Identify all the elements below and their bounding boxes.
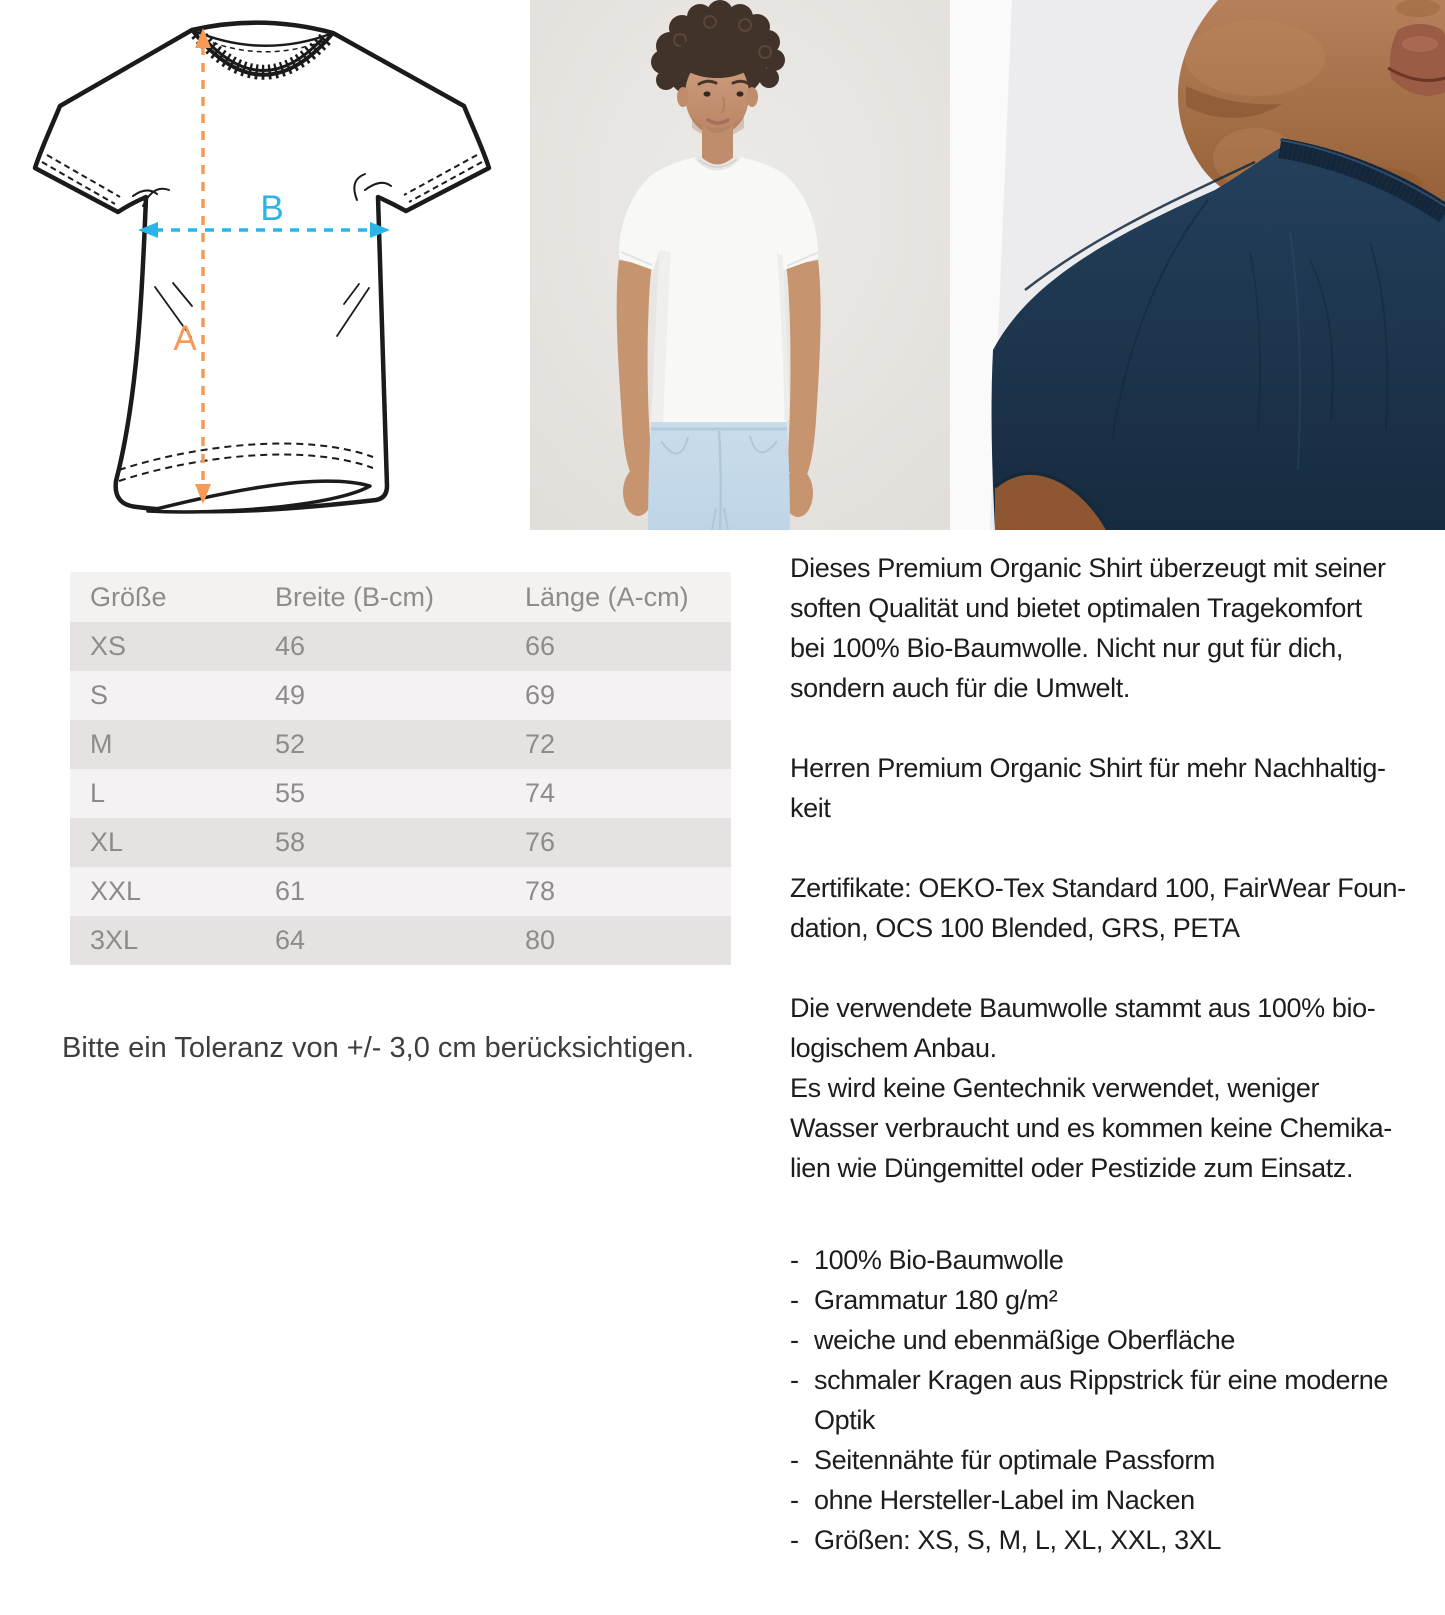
detail-photo xyxy=(950,0,1445,530)
cell-length: 76 xyxy=(525,827,556,857)
text-line: Es wird keine Gentechnik verwendet, weniger xyxy=(790,1073,1320,1103)
cell-size: XXL xyxy=(90,876,142,906)
size-chart-row xyxy=(70,916,731,965)
text-line: sondern auch für die Umwelt. xyxy=(790,673,1130,703)
product-description xyxy=(790,548,1445,1560)
description-paragraph-1 xyxy=(790,548,1445,708)
model-photo xyxy=(530,0,950,530)
feature-list xyxy=(790,1240,1445,1560)
cell-size: XS xyxy=(90,631,127,661)
cell-width: 58 xyxy=(275,827,306,857)
bullet-dash: - xyxy=(790,1325,799,1355)
column-header-width: Breite (B-cm) xyxy=(275,581,435,612)
bullet-text: ohne Hersteller-Label im Nacken xyxy=(814,1485,1195,1515)
cell-length: 66 xyxy=(525,631,556,661)
bullet-dash: - xyxy=(790,1245,799,1275)
cell-length: 80 xyxy=(525,925,556,955)
cell-length: 78 xyxy=(525,876,556,906)
tolerance-note: Bitte ein Toleranz von +/- 3,0 cm berücksichtigen. xyxy=(62,1032,695,1064)
feature-item xyxy=(790,1320,1445,1360)
text-line: keit xyxy=(790,793,831,823)
model-ear-right xyxy=(746,87,758,107)
size-chart-row xyxy=(70,622,731,671)
size-chart-row xyxy=(70,769,731,818)
text-line: Dieses Premium Organic Shirt überzeugt mit seiner xyxy=(790,553,1386,583)
bullet-text: Seitennähte für optimale Passform xyxy=(814,1445,1216,1475)
feature-item xyxy=(790,1400,1445,1440)
bullet-dash: - xyxy=(790,1445,799,1475)
size-chart-body xyxy=(70,622,731,965)
size-chart-row xyxy=(70,720,731,769)
cell-width: 55 xyxy=(275,778,306,808)
bullet-text: weiche und ebenmäßige Oberfläche xyxy=(814,1325,1235,1355)
size-diagram-panel xyxy=(15,0,515,530)
bullet-text: Größen: XS, S, M, L, XL, XXL, 3XL xyxy=(814,1525,1221,1555)
cell-size: 3XL xyxy=(90,925,139,955)
bullet-text: Grammatur 180 g/m² xyxy=(814,1285,1058,1315)
cell-size: M xyxy=(90,729,113,759)
size-chart-row xyxy=(70,818,731,867)
text-line: soften Qualität und bietet optimalen Tragekomfort xyxy=(790,593,1362,623)
text-line: logischem Anbau. xyxy=(790,1033,997,1063)
tshirt-measurement-diagram xyxy=(15,0,515,530)
text-line: dation, OCS 100 Blended, GRS, PETA xyxy=(790,913,1240,943)
feature-item xyxy=(790,1280,1445,1320)
tshirt-outline xyxy=(35,23,489,512)
cell-width: 46 xyxy=(275,631,306,661)
text-line: bei 100% Bio-Baumwolle. Nicht nur gut für dich, xyxy=(790,633,1343,663)
feature-item xyxy=(790,1480,1445,1520)
text-line: Zertifikate: OEKO-Tex Standard 100, FairWear Foun- xyxy=(790,873,1406,903)
feature-item xyxy=(790,1440,1445,1480)
bullet-dash: - xyxy=(790,1525,799,1555)
size-chart-table xyxy=(70,572,731,965)
size-chart-row xyxy=(70,671,731,720)
label-a: A xyxy=(173,319,197,358)
column-header-size: Größe xyxy=(90,581,167,612)
column-header-length: Länge (A-cm) xyxy=(525,581,689,612)
cell-size: L xyxy=(90,778,106,808)
model-ear-left xyxy=(677,87,689,107)
label-b: B xyxy=(260,189,284,228)
bullet-dash: - xyxy=(790,1285,799,1315)
detail-photo-panel xyxy=(950,0,1445,530)
description-paragraph-3 xyxy=(790,868,1445,948)
text-line: Herren Premium Organic Shirt für mehr Nachhaltig- xyxy=(790,753,1386,783)
feature-item xyxy=(790,1520,1445,1560)
feature-item xyxy=(790,1360,1445,1400)
cell-width: 61 xyxy=(275,876,306,906)
bullet-dash: - xyxy=(790,1485,799,1515)
model-hair-fringe xyxy=(676,34,758,78)
cell-width: 49 xyxy=(275,680,306,710)
bullet-text: 100% Bio-Baumwolle xyxy=(814,1245,1064,1275)
cell-size: S xyxy=(90,680,109,710)
size-chart-row xyxy=(70,867,731,916)
model-photo-panel xyxy=(530,0,950,530)
text-line: Wasser verbraucht und es kommen keine Chemika- xyxy=(790,1113,1392,1143)
description-paragraph-2 xyxy=(790,748,1445,828)
cell-length: 69 xyxy=(525,680,556,710)
text-line: lien wie Düngemittel oder Pestizide zum Einsatz. xyxy=(790,1153,1354,1183)
model-jeans xyxy=(648,422,790,530)
bullet-text: Optik xyxy=(814,1405,876,1435)
cell-length: 74 xyxy=(525,778,556,808)
cell-width: 52 xyxy=(275,729,306,759)
size-chart-header-row xyxy=(70,572,731,622)
description-paragraph-4 xyxy=(790,988,1445,1188)
cell-width: 64 xyxy=(275,925,306,955)
bullet-dash: - xyxy=(790,1365,799,1395)
feature-item xyxy=(790,1240,1445,1280)
cell-length: 72 xyxy=(525,729,556,759)
cell-size: XL xyxy=(90,827,124,857)
bullet-dash xyxy=(790,1400,814,1440)
bullet-text: schmaler Kragen aus Rippstrick für eine moderne xyxy=(814,1365,1388,1395)
text-line: Die verwendete Baumwolle stammt aus 100% bio- xyxy=(790,993,1376,1023)
